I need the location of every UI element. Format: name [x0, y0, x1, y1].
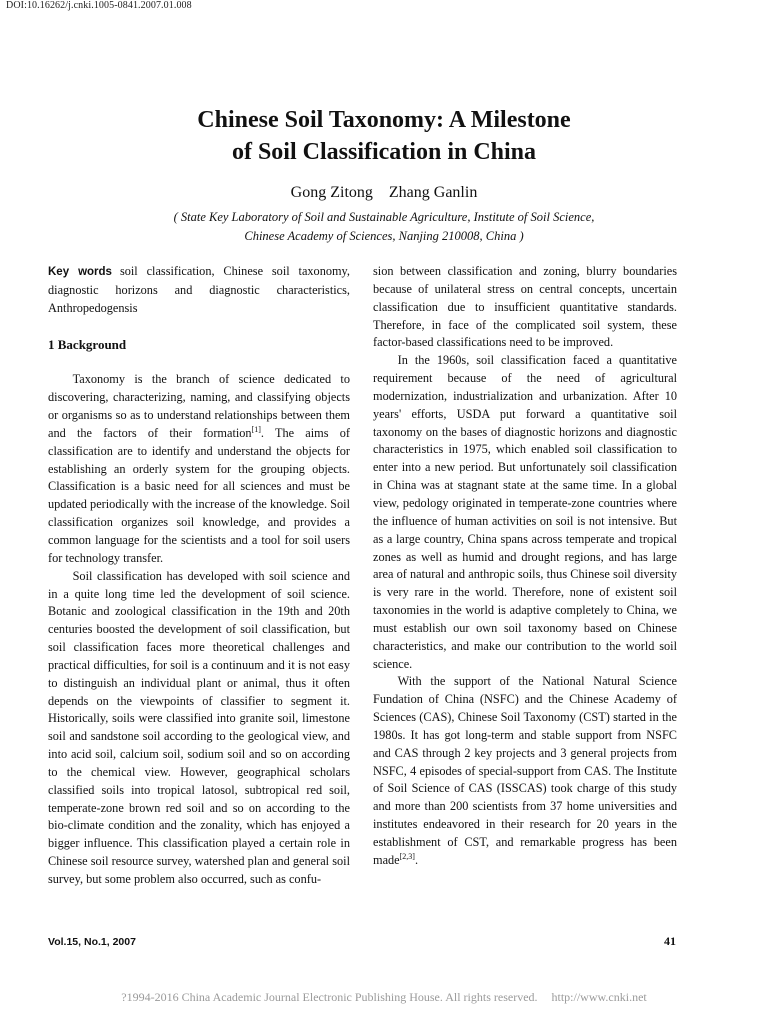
keywords	[48, 263, 350, 318]
affiliation	[0, 208, 768, 246]
authors	[0, 184, 768, 202]
section-heading: 1 Background	[48, 336, 127, 352]
paragraph-text: .	[414, 852, 419, 867]
paragraph: In the 1960s, soil classification faced a quantitative requirement because of the need of agricultural modernization, industrialization and urbanization. After 10 years' efforts, USDA put forward a quantitative soil taxonomy on the bases of diagnostic horizons and diagnostic characteristics in 1975, which enabled soil classification to enter into a new period. But unfortunately soil classification in China was at stagnant state at the same time. In a global view, pedology originated in temperate-zone countries where the influence of human activities on soil is not intensive. But as a large country, China spans across temperate and tropical zones as well as humid and drought regions, and has large area of natural and anthropic soils, thus Chinese soil diversity is very rare in the world. Therefore, none of existent soil taxonomies in the world is adaptive completely to China, we must establish our own soil taxonomy based on Chinese characteristics, and make our contribution to the world soil science.	[373, 353, 677, 671]
affiliation-line-1: ( State Key Laboratory of Soil and Sustainable Agriculture, Institute of Soil Science,	[173, 210, 595, 224]
paragraph-text: With the support of the National Natural Science Fundation of China (NSFC) and the Chinese Academy of Sciences (CAS), Chinese Soil Taxonomy (CST) started in the 1980s. It has got long-term and stable support from NSFC and CAS through 2 key projects and 3 general projects from NSFC, 4 episodes of special-support from CAS. The Institute of Soil Science of CAS (ISSCAS) took charge of this study and more than 200 scientists from 37 home universities and institutes endeavored in their research for 20 years in the establishment of CST, and remarkable progress has been made	[373, 674, 677, 867]
affiliation-line-2: Chinese Academy of Sciences, Nanjing 210008, China )	[244, 229, 524, 243]
citation-ref: [2,3]	[399, 851, 415, 861]
citation-ref: [1]	[251, 424, 261, 434]
author-2: Zhang Ganlin	[388, 184, 478, 201]
keywords-label: Key words	[48, 266, 112, 278]
title-line-2: of Soil Classification in China	[231, 139, 537, 165]
footer	[0, 990, 768, 1005]
paragraph: sion between classification and zoning, blurry boundaries because of unilateral stress on central concepts, uncertain classification due to insufficient quantitative standards. Therefore, in face of the complicated soil system, these factor-based classifications need to be improved.	[373, 264, 677, 350]
doi-header: DOI:10.16262/j.cnki.1005-0841.2007.01.008	[6, 0, 192, 11]
right-column	[373, 263, 677, 870]
volume-info: Vol.15, No.1, 2007	[48, 936, 136, 948]
title-line-1: Chinese Soil Taxonomy: A Milestone	[197, 107, 571, 133]
keywords-text: soil classification, Chinese soil taxonomy, diagnostic horizons and diagnostic characteristics, Anthropedogensis	[48, 264, 350, 315]
paragraph	[48, 371, 350, 567]
footer-url[interactable]: http://www.cnki.net	[551, 990, 647, 1004]
left-column	[48, 263, 350, 889]
paragraph-text: . The aims of classification are to identify and understand the objects for establishing an orderly system for the grouping objects. Classification is a basic need for all sciences and must be updated periodically with the increase of the knowledge. Soil classification organizes soil knowledge, and provides a common language for the scientists and a tool for soil users for technology transfer.	[48, 425, 350, 565]
paragraph-text: Taxonomy is the branch of science dedicated to discovering, characterizing, naming, and classifying objects or organisms so as to understand relationships between them and the factors of their formation	[48, 372, 350, 440]
page-number: 41	[664, 934, 676, 948]
paragraph: Soil classification has developed with soil science and in a quite long time led the development of soil science. Botanic and zoological classification in the 19th and 20th centuries boosted the development of soil classification, but soil classification faces more theoretical challenges and practical difficulties, for soil is a continuum and it is not easy to distinguish an individual plant or animal, thus it often depends on the viewpoints of classifier to segment it. Historically, soils were classified into granite soil, limestone soil and sandstone soil according to the geological view, and into acid soil, calcium soil, sodium soil and so on according to the chemical view. However, geographical scholars classified soils into tropical latosol, subtropical red soil, temperate-zone brown red soil and so on according to the bio-climate condition and the zonality, which has enjoyed a bigger influence. This classification played a certain role in Chinese soil resource survey, watershed plan and general soil survey, but some problem also occurred, such as confu-	[48, 568, 350, 886]
footer-copyright: ?1994-2016 China Academic Journal Electronic Publishing House. All rights reserved.	[121, 990, 538, 1004]
author-1: Gong Zitong	[290, 184, 373, 201]
paragraph	[373, 673, 677, 869]
paper-title	[0, 104, 768, 168]
